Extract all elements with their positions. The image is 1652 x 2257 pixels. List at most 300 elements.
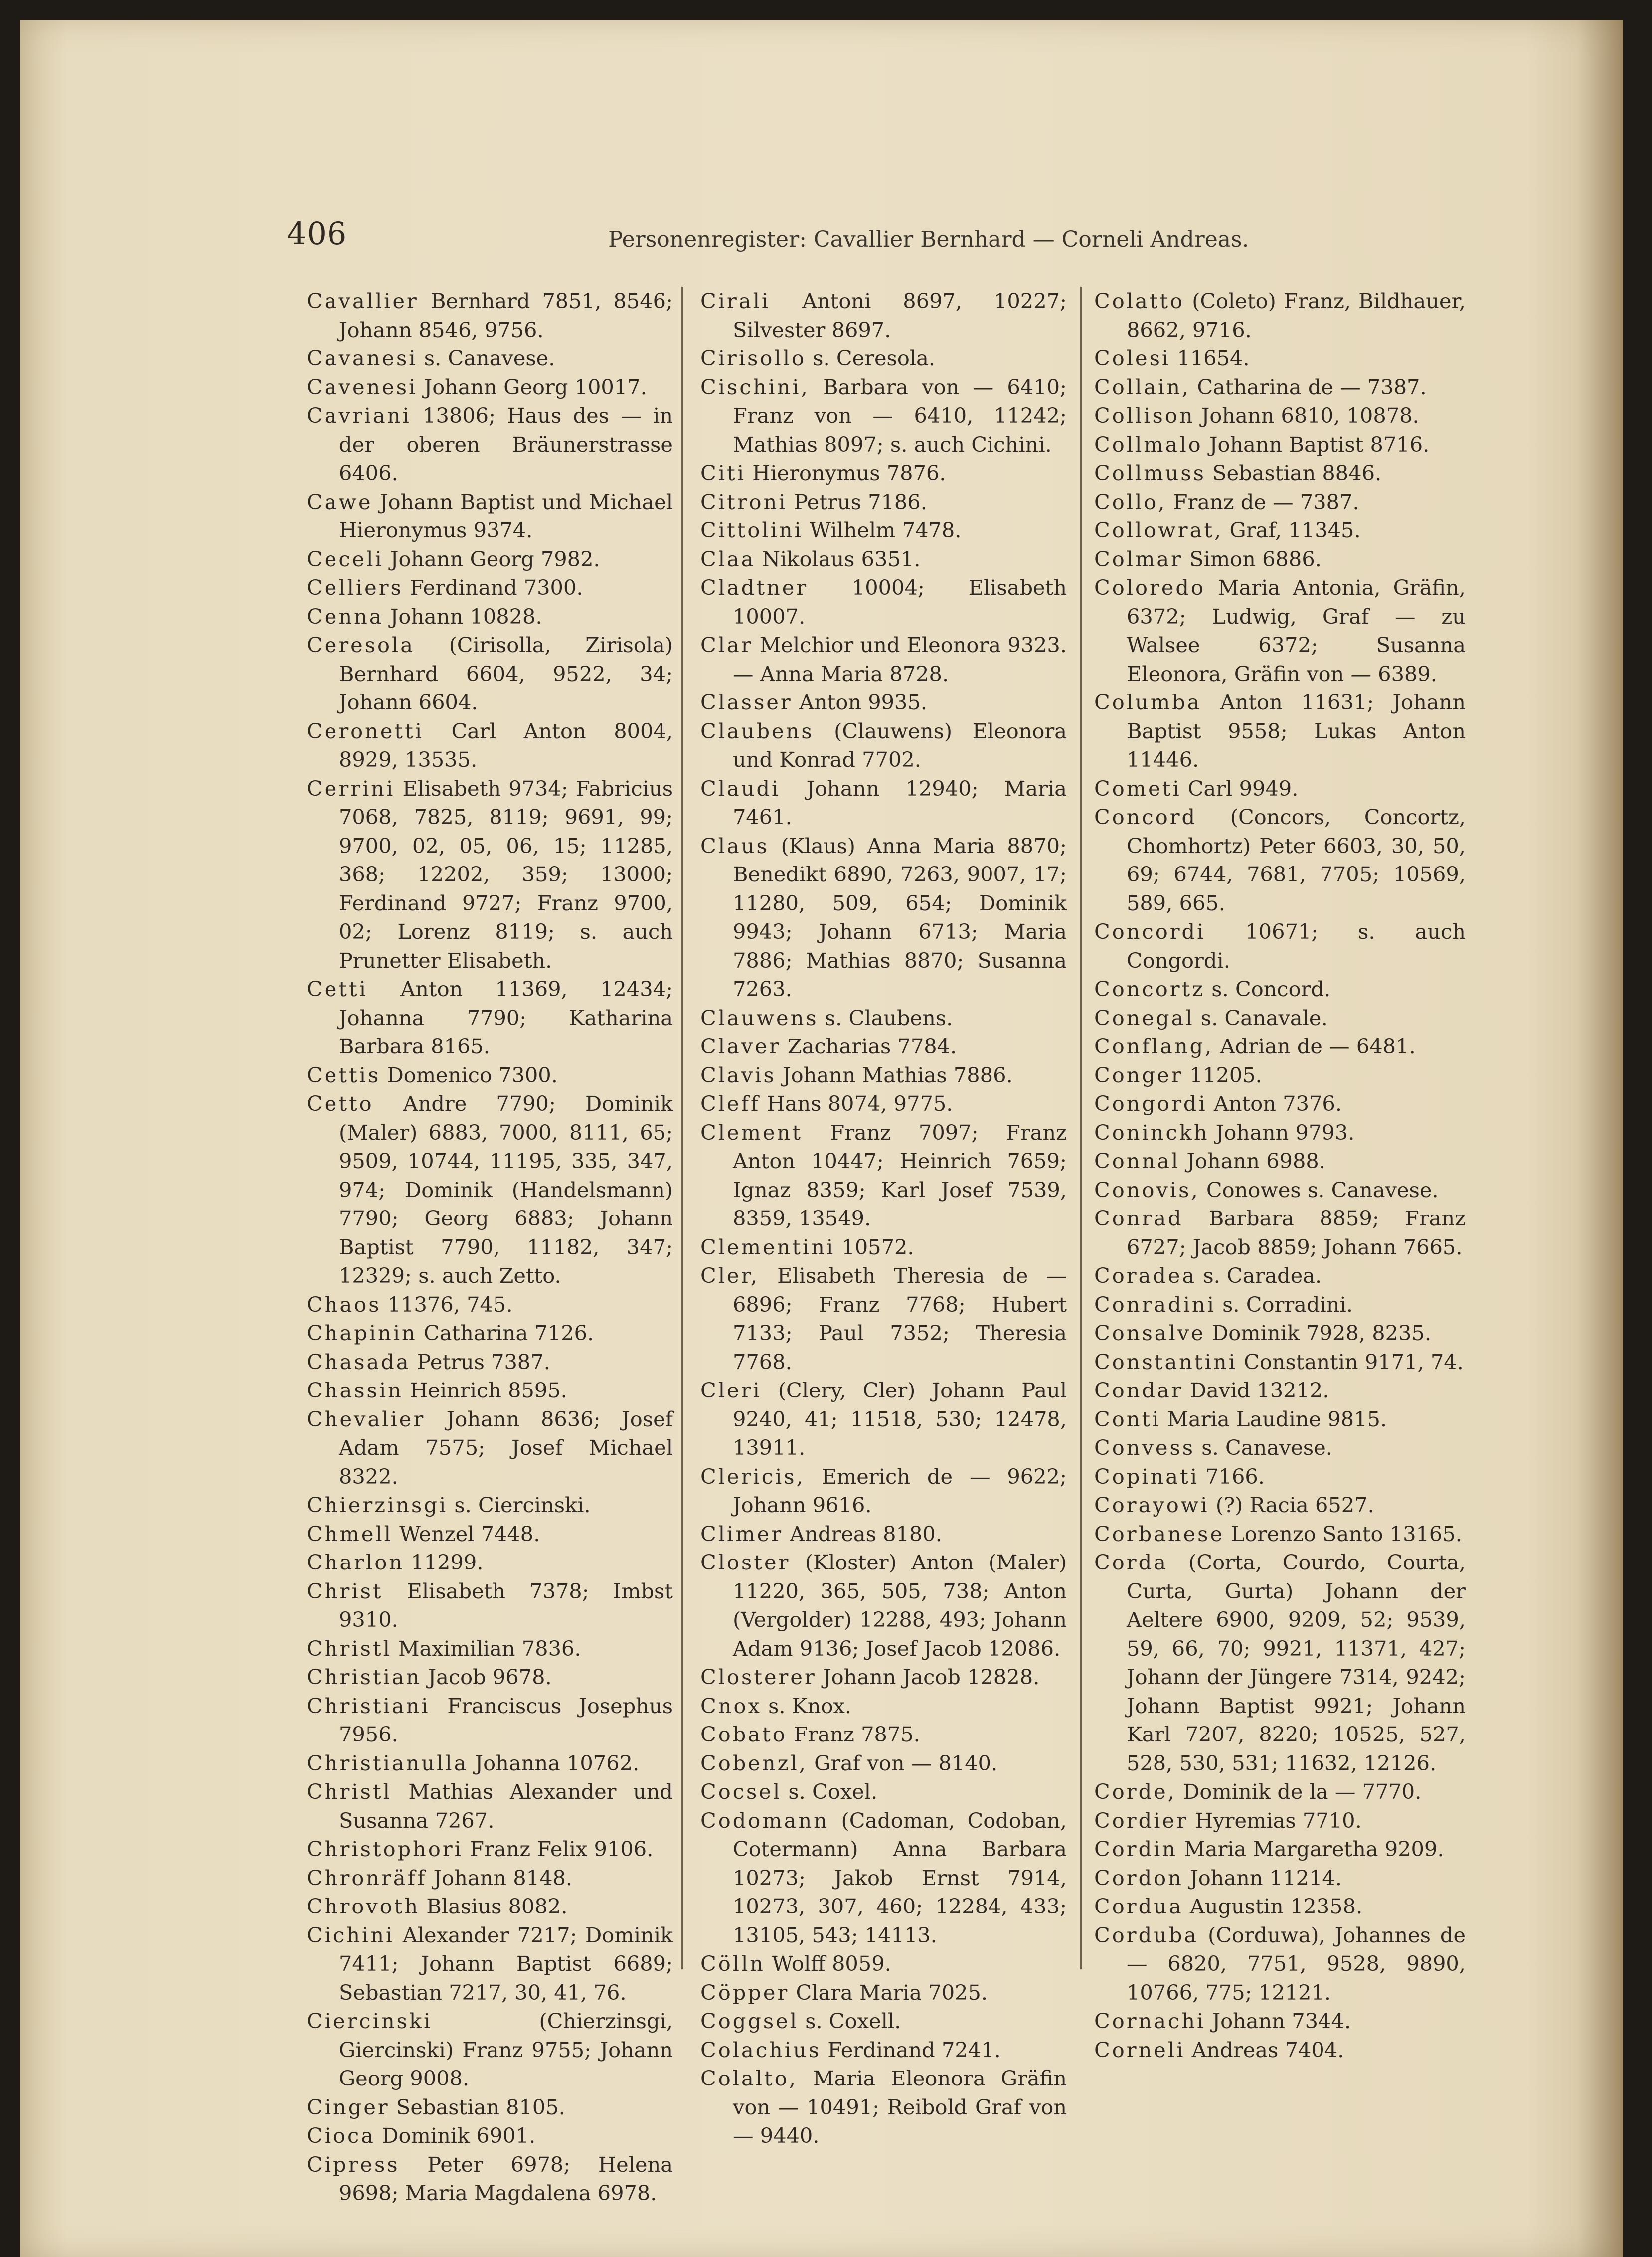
index-entry — [1094, 1864, 1466, 1893]
entry-surname: Cetto — [307, 1091, 374, 1116]
index-entry — [1094, 1290, 1466, 1319]
entry-references: s. Ciercinski. — [448, 1493, 591, 1517]
entry-surname: Connal — [1094, 1149, 1180, 1173]
index-entry — [700, 373, 1067, 459]
entry-surname: Claudi — [700, 776, 781, 801]
entry-references: Hans 8074, 9775. — [760, 1091, 953, 1116]
index-entry — [700, 1749, 1067, 1778]
entry-references: Catharina de — 7387. — [1190, 374, 1427, 399]
entry-references: Johann Mathias 7886. — [776, 1062, 1013, 1087]
entry-references: Dominik 6901. — [375, 2123, 536, 2148]
entry-surname: Cobato — [700, 1722, 787, 1746]
entry-references: Hieronymus 7876. — [745, 461, 946, 485]
entry-references: Johann 10828. — [383, 604, 542, 629]
entry-references: Carl Anton 8004, 8929, 13535. — [339, 718, 673, 772]
index-entry — [1094, 430, 1466, 459]
entry-references: Jacob 9678. — [421, 1665, 552, 1689]
index-entry — [307, 1749, 673, 1778]
entry-surname: Cittolini — [700, 518, 803, 542]
index-entry — [1094, 1118, 1466, 1147]
entry-surname: Cometi — [1094, 776, 1181, 801]
index-entry — [700, 2007, 1067, 2036]
entry-references: Melchior und Eleonora 9323. — Anna Maria 8728. — [733, 633, 1067, 686]
entry-surname: Cinger — [307, 2094, 390, 2119]
entry-references: Johann Georg 7982. — [383, 546, 600, 571]
index-entry — [700, 545, 1067, 574]
entry-surname: Corduba — [1094, 1922, 1199, 1947]
entry-references: Dominik 7928, 8235. — [1205, 1321, 1432, 1345]
entry-references: Dominik de la — 7770. — [1176, 1779, 1422, 1804]
entry-references: 11376, 745. — [381, 1292, 513, 1317]
index-column-2 — [700, 287, 1067, 2150]
index-entry — [700, 1777, 1067, 1806]
entry-surname: Clar — [700, 633, 753, 657]
entry-surname: Collo, — [1094, 489, 1167, 514]
entry-surname: Consalve — [1094, 1321, 1205, 1345]
index-entry — [700, 488, 1067, 517]
index-entry — [700, 2036, 1067, 2065]
index-entry — [700, 631, 1067, 688]
entry-surname: Conrad — [1094, 1206, 1183, 1230]
entry-surname: Condar — [1094, 1378, 1183, 1402]
entry-surname: Christiani — [307, 1693, 430, 1718]
entry-references: Wilhelm 7478. — [803, 518, 962, 542]
entry-surname: Conflang, — [1094, 1034, 1214, 1058]
index-entry — [1094, 2007, 1466, 2036]
index-entry — [307, 1089, 673, 1290]
entry-references: Mathias Alexander und Susanna 7267. — [339, 1779, 673, 1833]
index-entry — [307, 774, 673, 975]
entry-references: (Cadoman, Codoban, Cotermann) Anna Barbara 10273; Jakob Ernst 7914, 10273, 307, 460; 12284, 433; 13105, 543; 14113. — [733, 1808, 1067, 1947]
entry-surname: Chassin — [307, 1378, 403, 1402]
entry-surname: Corda — [1094, 1550, 1168, 1574]
index-entry — [1094, 401, 1466, 430]
entry-surname: Christophori — [307, 1837, 463, 1861]
entry-references: Graf von — 8140. — [807, 1750, 998, 1775]
index-entry — [307, 1892, 673, 1921]
entry-references: (Kloster) Anton (Maler) 11220, 365, 505, 738; Anton (Vergolder) 12288, 493; Johann Adam 9136; Josef Jacob 12086. — [733, 1550, 1067, 1661]
index-entry — [1094, 1147, 1466, 1176]
entry-references: Clara Maria 7025. — [789, 1980, 988, 2005]
running-header: Personenregister: Cavallier Bernhard — Corneli Andreas. — [608, 227, 1249, 252]
index-entry — [307, 1835, 673, 1864]
entry-surname: Ceronetti — [307, 718, 424, 743]
index-entry — [1094, 1921, 1466, 2007]
index-entry — [1094, 1348, 1466, 1377]
index-entry — [307, 1634, 673, 1663]
index-entry — [1094, 516, 1466, 545]
entry-references: Johann 12940; Maria 7461. — [733, 776, 1067, 829]
index-entry — [1094, 287, 1466, 344]
index-entry — [700, 1004, 1067, 1033]
entry-surname: Cirisollo — [700, 346, 806, 370]
entry-references: Petrus 7186. — [787, 489, 927, 514]
index-entry — [307, 1290, 673, 1319]
entry-references: (?) Racia 6527. — [1209, 1493, 1374, 1517]
entry-references: Anton 9935. — [792, 690, 928, 714]
entry-surname: Cocsel — [700, 1779, 782, 1804]
entry-surname: Claa — [700, 546, 756, 571]
entry-surname: Constantini — [1094, 1349, 1237, 1374]
entry-references: Maximilian 7836. — [391, 1636, 581, 1661]
index-entry — [700, 1520, 1067, 1549]
entry-references: Heinrich 8595. — [403, 1378, 567, 1402]
entry-surname: Congordi — [1094, 1091, 1207, 1116]
entry-surname: Charlon — [307, 1550, 405, 1574]
index-entry — [307, 1061, 673, 1090]
entry-surname: Coradea — [1094, 1263, 1197, 1288]
entry-surname: Cordua — [1094, 1894, 1183, 1918]
index-entry — [700, 516, 1067, 545]
entry-references: Johanna 10762. — [468, 1750, 640, 1775]
entry-references: Adrian de — 6481. — [1213, 1034, 1416, 1058]
entry-surname: Clauwens — [700, 1005, 819, 1030]
entry-surname: Cöpper — [700, 1980, 790, 2005]
entry-references: (Clauwens) Eleonora und Konrad 7702. — [733, 718, 1067, 772]
entry-references: Simon 6886. — [1182, 546, 1322, 571]
index-entry — [307, 1663, 673, 1692]
index-entry — [307, 401, 673, 488]
entry-surname: Celliers — [307, 575, 403, 600]
index-entry — [307, 1777, 673, 1835]
index-entry — [700, 1118, 1067, 1233]
entry-references: Franz 7097; Franz Anton 10447; Heinrich 7659; Ignaz 8359; Karl Josef 7539, 8359, 13549. — [733, 1120, 1067, 1230]
index-entry — [1094, 488, 1466, 517]
entry-surname: Cölln — [700, 1951, 766, 1976]
entry-references: Blasius 8082. — [420, 1894, 568, 1918]
entry-references: Andreas 7404. — [1185, 2037, 1344, 2062]
entry-references: Nikolaus 6351. — [755, 546, 921, 571]
entry-surname: Coloredo — [1094, 575, 1205, 600]
entry-references: Domenico 7300. — [380, 1062, 558, 1087]
entry-surname: Christl — [307, 1636, 392, 1661]
index-entry — [307, 717, 673, 774]
index-entry — [307, 1319, 673, 1348]
index-entry — [700, 1061, 1067, 1090]
entry-surname: Cleff — [700, 1091, 761, 1116]
index-entry — [1094, 545, 1466, 574]
entry-references: David 13212. — [1183, 1378, 1329, 1402]
entry-surname: Chierzinsgi — [307, 1493, 448, 1517]
book-page — [20, 20, 1623, 2257]
index-entry — [1094, 1835, 1466, 1864]
index-entry — [1094, 1433, 1466, 1462]
index-entry — [1094, 688, 1466, 774]
index-entry — [307, 631, 673, 717]
entry-references: (Corta, Courdo, Courta, Curta, Gurta) Johann der Aeltere 6900, 9209, 52; 9539, 59, 66, 70; 9921, 11371, 427; Johann der Jüngere 7314, 9242; Johann Baptist 9921; Johann Karl 7207, 8220; 10525, 527, 528, 530, 531; 11632, 12126. — [1127, 1550, 1466, 1775]
entry-references: 13806; Haus des — in der oberen Bräunerstrasse 6406. — [339, 403, 673, 485]
index-entry — [307, 1548, 673, 1577]
entry-references: (Concors, Concortz, Chomhortz) Peter 6603, 30, 50, 69; 6744, 7681, 7705; 10569, 589, 665. — [1127, 805, 1466, 915]
entry-references: Johann 11214. — [1183, 1865, 1342, 1890]
index-entry — [307, 373, 673, 402]
entry-surname: Corbanese — [1094, 1521, 1225, 1546]
index-entry — [1094, 373, 1466, 402]
entry-surname: Cettis — [307, 1062, 381, 1087]
entry-references: Augustin 12358. — [1183, 1894, 1363, 1918]
entry-references: Johann Jacob 12828. — [816, 1665, 1040, 1689]
index-entry — [700, 344, 1067, 373]
entry-references: Petrus 7387. — [410, 1349, 550, 1374]
entry-surname: Cavenesi — [307, 374, 418, 399]
entry-references: s. Caradea. — [1196, 1263, 1322, 1288]
entry-surname: Conti — [1094, 1406, 1161, 1431]
entry-references: s. Coxel. — [782, 1779, 878, 1804]
index-entry — [307, 602, 673, 631]
entry-surname: Conradini — [1094, 1292, 1216, 1317]
entry-surname: Chasada — [307, 1349, 411, 1374]
index-entry — [307, 344, 673, 373]
index-column-1 — [307, 287, 673, 2208]
entry-surname: Chapinin — [307, 1321, 417, 1345]
entry-references: Constantin 9171, 74. — [1237, 1349, 1464, 1374]
entry-surname: Columba — [1094, 690, 1202, 714]
entry-references: Anton 7376. — [1207, 1091, 1342, 1116]
entry-references: Anton 11369, 12434; Johanna 7790; Katharina Barbara 8165. — [339, 977, 673, 1058]
entry-references: s. Concord. — [1205, 977, 1331, 1001]
column-divider — [1080, 287, 1082, 1969]
entry-surname: Clement — [700, 1120, 803, 1145]
index-entry — [1094, 774, 1466, 803]
index-entry — [700, 1089, 1067, 1118]
entry-references: Franciscus Josephus 7956. — [339, 1693, 673, 1746]
entry-surname: Cordon — [1094, 1865, 1183, 1890]
entry-surname: Cirali — [700, 289, 771, 313]
entry-references: Maria Eleonora Gräfin von — 10491; Reibold Graf von — 9440. — [733, 2066, 1067, 2148]
entry-references: Maria Laudine 9815. — [1160, 1406, 1387, 1431]
entry-references: Carl 9949. — [1181, 776, 1299, 801]
entry-references: s. Coxell. — [799, 2009, 901, 2033]
entry-surname: Conovis, — [1094, 1177, 1200, 1202]
entry-surname: Citroni — [700, 489, 788, 514]
page-number: 406 — [287, 215, 347, 252]
index-entry — [1094, 1405, 1466, 1434]
index-entry — [700, 1806, 1067, 1950]
index-entry — [307, 1577, 673, 1634]
index-entry — [1094, 2036, 1466, 2065]
entry-references: Johann Georg 10017. — [417, 374, 647, 399]
index-entry — [700, 1233, 1067, 1262]
index-column-3 — [1094, 287, 1466, 2064]
entry-references: Barbara von — 6410; Franz von — 6410, 11242; Mathias 8097; s. auch Cichini. — [733, 374, 1067, 457]
index-entry — [700, 1548, 1067, 1663]
entry-surname: Collain, — [1094, 374, 1191, 399]
entry-references: Johann 8636; Josef Adam 7575; Josef Michael 8322. — [339, 1406, 673, 1489]
index-entry — [700, 2064, 1067, 2150]
entry-surname: Classer — [700, 690, 793, 714]
index-entry — [1094, 803, 1466, 917]
index-entry — [700, 688, 1067, 717]
entry-references: Graf, 11345. — [1223, 518, 1361, 542]
entry-surname: Christianulla — [307, 1750, 469, 1775]
index-entry — [1094, 1319, 1466, 1348]
index-entry — [307, 2150, 673, 2208]
entry-surname: Claus — [700, 833, 769, 858]
entry-surname: Concord — [1094, 805, 1197, 829]
entry-surname: Cenna — [307, 604, 384, 629]
index-entry — [307, 2007, 673, 2093]
index-entry — [307, 1692, 673, 1749]
entry-surname: Chrovoth — [307, 1894, 420, 1918]
entry-references: Elisabeth Theresia de — 6896; Franz 7768; Hubert 7133; Paul 7352; Theresia 7768. — [733, 1263, 1067, 1374]
entry-surname: Cladtner — [700, 575, 809, 600]
entry-references: Conowes s. Canavese. — [1199, 1177, 1439, 1202]
index-entry — [700, 1663, 1067, 1692]
entry-surname: Claver — [700, 1034, 781, 1058]
entry-references: 11299. — [404, 1550, 484, 1574]
entry-surname: Concordi — [1094, 919, 1206, 944]
entry-references: Ferdinand 7241. — [821, 2037, 1001, 2062]
entry-references: Sebastian 8846. — [1205, 461, 1382, 485]
index-entry — [307, 488, 673, 545]
entry-surname: Cichini — [307, 1922, 395, 1947]
entry-surname: Codomann — [700, 1808, 829, 1833]
entry-surname: Convess — [1094, 1435, 1195, 1460]
entry-references: s. Ceresola. — [806, 346, 936, 370]
index-entry — [700, 573, 1067, 631]
entry-surname: Colesi — [1094, 346, 1171, 370]
entry-surname: Cler, — [700, 1263, 760, 1288]
entry-references: s. Knox. — [761, 1693, 852, 1718]
entry-references: 11654. — [1170, 346, 1250, 370]
entry-surname: Christ — [307, 1578, 383, 1603]
entry-surname: Copinati — [1094, 1464, 1199, 1489]
index-entry — [307, 1921, 673, 2007]
index-entry — [1094, 1520, 1466, 1549]
entry-references: Anton 11631; Johann Baptist 9558; Lukas Anton 11446. — [1127, 690, 1466, 772]
index-entry — [700, 717, 1067, 774]
entry-surname: Collison — [1094, 403, 1195, 428]
entry-references: Johann 6988. — [1180, 1149, 1325, 1173]
index-entry — [307, 545, 673, 574]
entry-surname: Cischini, — [700, 374, 810, 399]
entry-references: Johann Baptist 8716. — [1202, 432, 1430, 457]
index-entry — [1094, 1777, 1466, 1806]
index-entry — [700, 1376, 1067, 1462]
index-entry — [1094, 975, 1466, 1004]
index-entry — [1094, 1061, 1466, 1090]
entry-references: (Coleto) Franz, Bildhauer, 8662, 9716. — [1127, 289, 1466, 342]
entry-surname: Closterer — [700, 1665, 817, 1689]
index-entry — [1094, 1462, 1466, 1491]
entry-references: s. Canavale. — [1194, 1005, 1328, 1030]
entry-surname: Conegal — [1094, 1005, 1194, 1030]
index-entry — [1094, 1004, 1466, 1033]
entry-surname: Chevalier — [307, 1406, 426, 1431]
entry-references: Catharina 7126. — [417, 1321, 594, 1345]
entry-references: Johann 7344. — [1205, 2009, 1351, 2033]
entry-references: Johann 6810, 10878. — [1194, 403, 1419, 428]
index-entry — [700, 832, 1067, 1004]
entry-references: Peter 6978; Helena 9698; Maria Magdalena 6978. — [339, 2152, 673, 2205]
index-entry — [700, 1949, 1067, 1978]
index-entry — [1094, 1261, 1466, 1290]
index-entry — [307, 2093, 673, 2122]
entry-references: s. Canavese. — [1195, 1435, 1332, 1460]
entry-references: Alexander 7217; Dominik 7411; Johann Baptist 6689; Sebastian 7217, 30, 41, 76. — [339, 1922, 673, 2005]
entry-surname: Colatto — [1094, 289, 1185, 313]
entry-references: 10572. — [835, 1234, 914, 1259]
index-entry — [1094, 1089, 1466, 1118]
entry-surname: Colalto, — [700, 2066, 798, 2090]
entry-surname: Ceceli — [307, 546, 384, 571]
index-entry — [700, 1032, 1067, 1061]
entry-surname: Cavallier — [307, 289, 419, 313]
entry-surname: Cnox — [700, 1693, 762, 1718]
entry-surname: Cleri — [700, 1378, 762, 1402]
index-entry — [307, 287, 673, 344]
index-entry — [307, 1376, 673, 1405]
index-entry — [307, 2121, 673, 2150]
entry-surname: Clavis — [700, 1062, 776, 1087]
entry-references: Wenzel 7448. — [392, 1521, 540, 1546]
entry-references: Johann 9793. — [1209, 1120, 1355, 1145]
entry-surname: Chaos — [307, 1292, 381, 1317]
index-entry — [700, 1720, 1067, 1749]
entry-surname: Cobenzl, — [700, 1750, 808, 1775]
entry-surname: Cioca — [307, 2123, 375, 2148]
entry-surname: Collmalo — [1094, 432, 1203, 457]
index-entry — [1094, 1032, 1466, 1061]
entry-surname: Chmell — [307, 1521, 393, 1546]
index-entry — [307, 1348, 673, 1377]
entry-surname: Cordier — [1094, 1808, 1188, 1833]
entry-surname: Climer — [700, 1521, 784, 1546]
entry-surname: Coninckh — [1094, 1120, 1209, 1145]
index-entry — [1094, 1176, 1466, 1205]
entry-surname: Cornachi — [1094, 2009, 1206, 2033]
entry-references: Elisabeth 9734; Fabricius 7068, 7825, 8119; 9691, 99; 9700, 02, 05, 06, 15; 11285, 368; 12202, 359; 13000; Ferdinand 9727; Franz 9700, 02; Lorenz 8119; s. auch Prunetter Elisabeth. — [339, 776, 673, 973]
entry-references: (Clery, Cler) Johann Paul 9240, 41; 11518, 530; 12478, 13911. — [733, 1378, 1067, 1460]
index-entry — [307, 1491, 673, 1520]
index-entry — [1094, 1491, 1466, 1520]
entry-references: Antoni 8697, 10227; Silvester 8697. — [733, 289, 1067, 342]
entry-references: Andreas 8180. — [783, 1521, 942, 1546]
entry-references: Franz de — 7387. — [1166, 489, 1359, 514]
entry-references: Bernhard 7851, 8546; Johann 8546, 9756. — [339, 289, 673, 342]
entry-references: Emerich de — 9622; Johann 9616. — [733, 1464, 1067, 1517]
entry-references: Maria Antonia, Gräfin, 6372; Ludwig, Graf — zu Walsee 6372; Susanna Eleonora, Gräfin von — 6389. — [1127, 575, 1466, 686]
entry-references: Wolff 8059. — [765, 1951, 891, 1976]
page-spine-shadow — [1578, 20, 1623, 2257]
entry-references: Maria Margaretha 9209. — [1177, 1837, 1444, 1861]
entry-surname: Cawe — [307, 489, 373, 514]
entry-surname: Colmar — [1094, 546, 1183, 571]
index-entry — [700, 1978, 1067, 2007]
index-entry — [307, 1405, 673, 1491]
index-entry — [700, 774, 1067, 832]
entry-references: (Corduwa), Johannes de — 6820, 7751, 9528, 9890, 10766, 775; 12121. — [1127, 1922, 1466, 2005]
entry-surname: Coggsel — [700, 2009, 799, 2033]
entry-surname: Cavriani — [307, 403, 411, 428]
index-entry — [1094, 344, 1466, 373]
entry-references: Franz 7875. — [787, 1722, 920, 1746]
entry-surname: Cavanesi — [307, 346, 418, 370]
index-entry — [700, 1261, 1067, 1376]
index-entry — [1094, 917, 1466, 975]
index-entry — [1094, 1204, 1466, 1261]
entry-references: Sebastian 8105. — [389, 2094, 565, 2119]
entry-references: Barbara 8859; Franz 6727; Jacob 8859; Johann 7665. — [1127, 1206, 1466, 1259]
index-entry — [1094, 1548, 1466, 1777]
index-entry — [1094, 1806, 1466, 1835]
index-entry — [700, 459, 1067, 488]
entry-surname: Cordin — [1094, 1837, 1178, 1861]
entry-surname: Chronräff — [307, 1865, 427, 1890]
column-divider — [681, 287, 683, 1969]
index-entry — [700, 1692, 1067, 1721]
entry-surname: Ceresola — [307, 633, 415, 657]
